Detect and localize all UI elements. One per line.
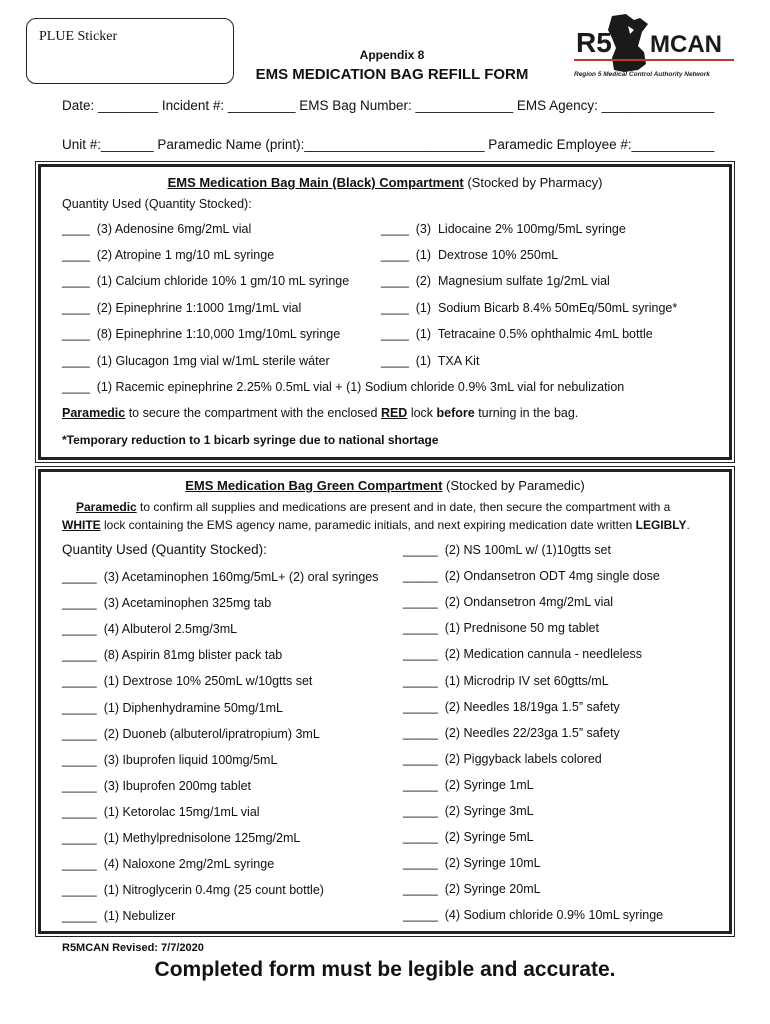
green-left-item[interactable]: _____ (3) Ibuprofen 200mg tablet [62, 778, 252, 793]
main-racemic-item[interactable]: ____ (1) Racemic epinephrine 2.25% 0.5mL vial + (1) Sodium chloride 0.9% 3mL vial for nebulization [62, 380, 625, 394]
main-right-item[interactable]: ____ (1) Tetracaine 0.5% ophthalmic 4mL bottle [381, 327, 653, 341]
logo-mcan-text: MCAN [650, 31, 722, 58]
before-emphasis: before [436, 406, 475, 420]
green-right-item[interactable]: _____ (2) Syringe 5mL [403, 830, 534, 845]
main-right-item[interactable]: ____ (3) Lidocaine 2% 100mg/5mL syringe [381, 222, 626, 236]
legibly-emphasis: LEGIBLY [635, 518, 687, 532]
green-right-item[interactable]: _____ (2) Syringe 20mL [403, 882, 541, 897]
header-fields-line2[interactable]: Unit #:_______ Paramedic Name (print):________________________ Paramedic Employee #:___________ [62, 137, 715, 152]
green-left-item[interactable]: _____ (3) Acetaminophen 325mg tab [62, 596, 272, 611]
green-right-item[interactable]: _____ (2) Medication cannula - needleless [403, 647, 643, 662]
shortage-note: *Temporary reduction to 1 bicarb syringe due to national shortage [62, 433, 439, 447]
green-left-item[interactable]: _____ (3) Acetaminophen 160mg/5mL+ (2) oral syringes [62, 570, 379, 584]
green-right-item[interactable]: _____ (2) Ondansetron ODT 4mg single dose [403, 569, 660, 584]
red-lock-emphasis: RED [380, 406, 408, 420]
green-right-item[interactable]: _____ (1) Microdrip IV set 60gtts/mL [403, 673, 609, 688]
michigan-silhouette-icon [608, 14, 648, 72]
paramedic-emphasis: Paramedic [62, 406, 126, 420]
confirm-text-a: to confirm all supplies and medications are present and in date, then secure the compartment with a [136, 500, 671, 514]
main-right-item[interactable]: ____ (2) Magnesium sulfate 1g/2mL vial [381, 274, 610, 288]
green-left-item[interactable]: _____ (1) Nebulizer [62, 909, 176, 924]
logo-tagline: Region 5 Medical Control Authority Network [574, 71, 710, 78]
green-left-item[interactable]: _____ (1) Dextrose 10% 250mL w/10gtts set [62, 674, 313, 689]
header-fields-line1[interactable]: Date: ________ Incident #: _________ EMS Bag Number: _____________ EMS Agency: _______________ [62, 98, 715, 113]
green-left-item[interactable]: _____ (8) Aspirin 81mg blister pack tab [62, 648, 283, 663]
green-left-item[interactable]: _____ (1) Nitroglycerin 0.4mg (25 count bottle) [62, 883, 324, 898]
green-left-item[interactable]: _____ (1) Diphenhydramine 50mg/1mL [62, 700, 283, 715]
green-right-item[interactable]: _____ (2) Piggyback labels colored [403, 751, 602, 766]
main-right-item[interactable]: ____ (1) Dextrose 10% 250mL [381, 248, 559, 262]
green-left-item[interactable]: _____ (4) Albuterol 2.5mg/3mL [62, 622, 238, 637]
green-left-item[interactable]: _____ (1) Ketorolac 15mg/1mL vial [62, 804, 260, 819]
confirm-end: . [686, 518, 690, 532]
main-left-item[interactable]: ____ (3) Adenosine 6mg/2mL vial [62, 222, 252, 236]
green-right-item[interactable]: _____ (4) Sodium chloride 0.9% 10mL syringe [403, 908, 664, 923]
main-left-item[interactable]: ____ (2) Atropine 1 mg/10 mL syringe [62, 248, 275, 262]
green-title-rest: (Stocked by Paramedic) [442, 478, 585, 493]
secure-text-c: turning in the bag. [474, 406, 579, 420]
revised-date: R5MCAN Revised: 7/7/2020 [62, 942, 204, 954]
main-left-item[interactable]: ____ (1) Calcium chloride 10% 1 gm/10 mL syringe [62, 274, 350, 288]
green-title-bold: EMS Medication Bag Green Compartment [185, 478, 443, 493]
green-left-item[interactable]: _____ (4) Naloxone 2mg/2mL syringe [62, 857, 275, 872]
paramedic-emphasis: Paramedic [76, 500, 137, 514]
green-right-item[interactable]: _____ (2) NS 100mL w/ (1)10gtts set [403, 543, 611, 557]
secure-text-b: lock [407, 406, 437, 420]
green-right-item[interactable]: _____ (2) Syringe 1mL [403, 777, 534, 792]
green-right-item[interactable]: _____ (2) Ondansetron 4mg/2mL vial [403, 595, 614, 610]
green-left-item[interactable]: _____ (2) Duoneb (albuterol/ipratropium) 3mL [62, 726, 320, 741]
main-left-item[interactable]: ____ (8) Epinephrine 1:10,000 1mg/10mL syringe [62, 327, 341, 341]
main-right-item[interactable]: ____ (1) TXA Kit [381, 354, 480, 368]
green-confirm-line2 [62, 518, 690, 532]
main-title-bold: EMS Medication Bag Main (Black) Compartment [167, 175, 464, 190]
form-title: EMS MEDICATION BAG REFILL FORM [255, 66, 529, 83]
main-title-rest: (Stocked by Pharmacy) [463, 175, 603, 190]
appendix-label: Appendix 8 [359, 48, 425, 62]
green-compartment-title [38, 478, 732, 493]
green-left-item[interactable]: _____ (1) Methylprednisolone 125mg/2mL [62, 831, 301, 845]
white-lock-emphasis: WHITE [62, 518, 101, 532]
plue-sticker-label: PLUE Sticker [39, 29, 118, 44]
main-right-item[interactable]: ____ (1) Sodium Bicarb 8.4% 50mEq/50mL syringe* [381, 301, 678, 315]
main-qty-heading: Quantity Used (Quantity Stocked): [62, 197, 252, 211]
green-right-item[interactable]: _____ (2) Syringe 3mL [403, 804, 534, 818]
main-left-item[interactable]: ____ (2) Epinephrine 1:1000 1mg/1mL vial [62, 301, 302, 315]
main-left-item[interactable]: ____ (1) Glucagon 1mg vial w/1mL sterile wáter [62, 354, 330, 368]
green-right-item[interactable]: _____ (2) Needles 22/23ga 1.5” safety [403, 725, 620, 740]
green-confirm-line1 [76, 500, 670, 514]
main-secure-instruction [62, 406, 578, 420]
confirm-text-b: lock containing the EMS agency name, paramedic initials, and next expiring medication date written [100, 518, 636, 532]
green-right-item[interactable]: _____ (2) Syringe 10mL [403, 856, 541, 871]
main-compartment-title [38, 175, 732, 190]
green-right-item[interactable]: _____ (2) Needles 18/19ga 1.5” safety [403, 699, 620, 714]
green-right-item[interactable]: _____ (1) Prednisone 50 mg tablet [403, 621, 599, 636]
completed-note: Completed form must be legible and accurate. [154, 958, 616, 981]
green-left-item[interactable]: _____ (3) Ibuprofen liquid 100mg/5mL [62, 752, 278, 767]
secure-text-a: to secure the compartment with the enclosed [125, 406, 381, 420]
green-qty-heading: Quantity Used (Quantity Stocked): [62, 542, 267, 557]
logo-r5-text: R5 [576, 27, 612, 58]
